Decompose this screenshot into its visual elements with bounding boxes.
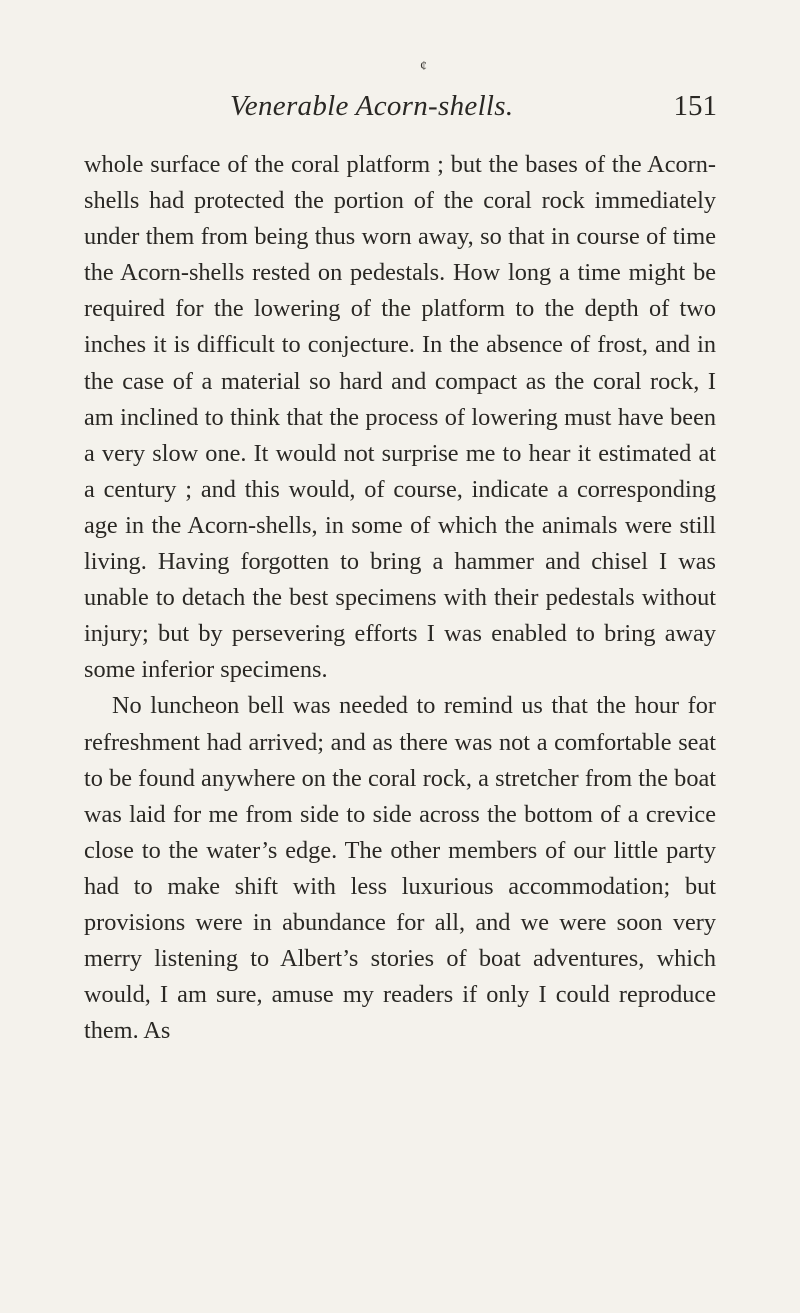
printer-ornament: ¢ (420, 59, 427, 74)
paragraph-continued: whole surface of the coral platform ; but the bases of the Acorn-shells had protected the portion of the coral rock immediately under them from being thus worn away, so that in course of time the Acorn-shells rested on pedestals. How long a time might be required for the lowering of the platform to the depth of two inches it is difficult to conjecture. In the absence of frost, and in the case of a material so hard and compact as the coral rock, I am inclined to think that the process of lowering must have been a very slow one. It would not surprise me to hear it estimated at a century ; and this would, of course, indicate a corresponding age in the Acorn-shells, in some of which the animals were still living. Having forgotten to bring a hammer and chisel I was unable to detach the best specimens with their pedestals without injury; but by persevering efforts I was enabled to bring away some inferior specimens. (84, 151, 716, 684)
page-number: 151 (673, 90, 717, 122)
running-head (230, 88, 717, 124)
body-text (84, 147, 716, 1049)
paragraph-luncheon: No luncheon bell was needed to remind us that the hour for refreshment had arrived; and as there was not a comfortable seat to be found anywhere on the coral rock, a stretcher from the boat was laid for me from side to side across the bottom of a crevice close to the water’s edge. The other members of our little party had to make shift with less luxurious accommodation; but provisions were in abundance for all, and we were soon very merry listening to Albert’s stories of boat adventures, which would, I am sure, amuse my readers if only I could reproduce them. As (84, 692, 716, 1045)
running-title: Venerable Acorn-shells. (230, 90, 514, 122)
